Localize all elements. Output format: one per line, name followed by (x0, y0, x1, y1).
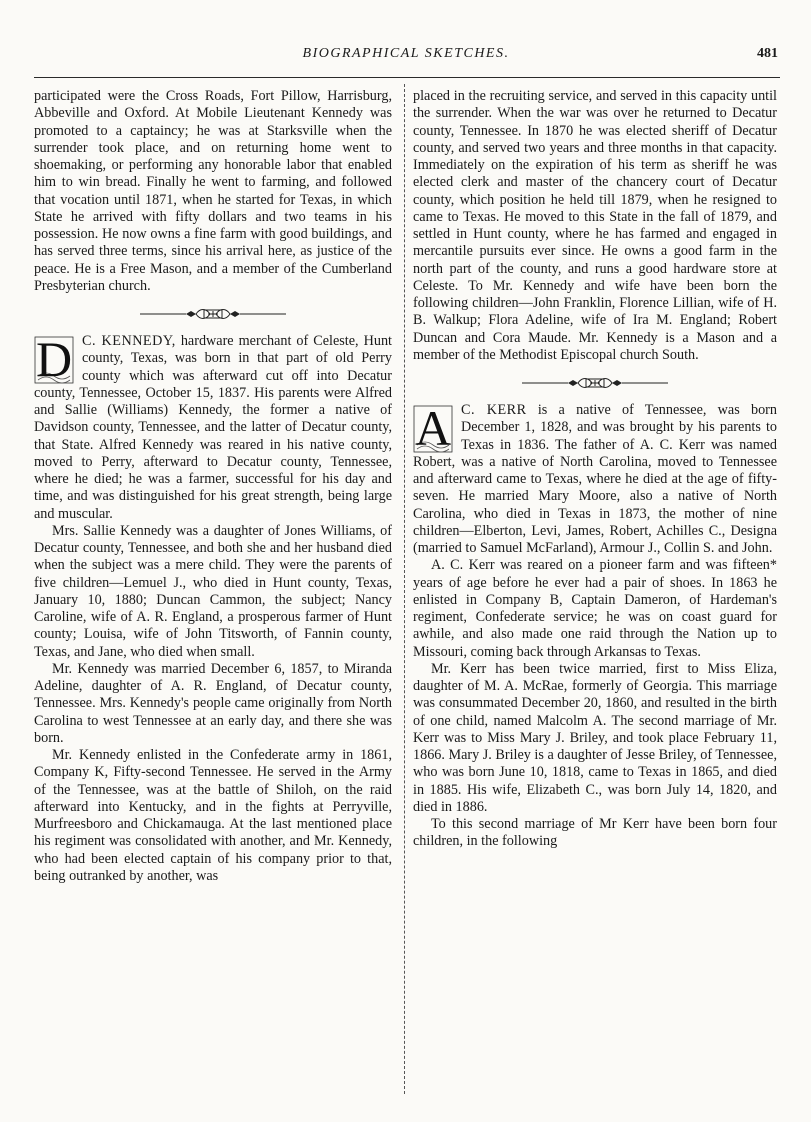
paragraph: Mr. Kennedy was married December 6, 1857, to Miranda Adeline, daughter of A. R. England, of Decatur county, Tennessee. Mrs. Kennedy's people came originally from North Carolina to west Tennessee at an early day, and there she was born. (34, 660, 392, 746)
drop-cap-letter: A (414, 400, 452, 456)
drop-cap (34, 331, 74, 387)
paragraph: To this second marriage of Mr Kerr have been born four children, in the following (413, 816, 777, 850)
biography-entry-kerr (413, 402, 777, 557)
right-column (413, 88, 777, 851)
ornament-icon (520, 376, 670, 390)
page-number: 481 (757, 46, 778, 61)
biography-entry-kennedy (34, 333, 392, 523)
drop-cap (413, 400, 453, 456)
section-ornament (413, 364, 777, 402)
column-divider (404, 84, 405, 1094)
continued-paragraph: placed in the recruiting service, and served in this capacity until the surrender. When the war was over he returned to Decatur county, Tennessee. In 1870 he was elected sheriff of Decatur county, and served two years and three months in that capacity. Immediately on the expiration of his term as sheriff he was elected clerk and master of the chancery court of Decatur county, which position he held till 1879, when he resigned to came to Texas. He moved to this State in the fall of 1879, and settled in Hunt county, where he has farmed and engaged in mercantile pursuits ever since. He owns a good farm in the north part of the county, and runs a good hardware store at Celeste. To Mr. Kennedy and wife have been born the following children—John Franklin, Florence Lillian, wife of H. B. Walkup; Flora Adeline, wife of Ira M. England; Robert Duncan and Cora Maude. Mr. Kennedy is a Mason and a member of the Methodist Episcopal church South. (413, 88, 777, 363)
paragraph: Mr. Kennedy enlisted in the Confederate army in 1861, Company K, Fifty-second Tennessee. He served in the Army of the Tennessee, was at the battle of Shiloh, on the raid afterward into Kentucky, and in the fights at Perryville, Murfreesboro and Chickamauga. At the last mentioned place his regiment was consolidated with another, and Mr. Kennedy, who had been elected captain of his company prior to that, being outranked by another, was (34, 747, 392, 884)
left-column (34, 88, 392, 885)
running-title: BIOGRAPHICAL SKETCHES. (302, 46, 510, 61)
paragraph: A. C. Kerr was reared on a pioneer farm and was fifteen* years of age before he ever had a pair of shoes. In 1863 he enlisted in Company B, Captain Dameron, of Hardeman's regiment, Confederate service; he was on coast guard for awhile, and also made one raid through the Nation up to Missouri, coming back through Arkansas to Texas. (413, 557, 777, 660)
section-ornament (34, 295, 392, 333)
paragraph: Mrs. Sallie Kennedy was a daughter of Jones Williams, of Decatur county, Tennessee, and both she and her husband died when the subject was a mere child. They were the parents of five children—Lemuel J., who died in Hunt county, Texas, January 10, 1880; Duncan Cammon, the subject; Nancy Caroline, wife of A. R. England, a prosperous farmer of Hunt county; Louisa, wife of John Titsworth, of Fannin county, Texas, and Jane, who died when small. (34, 522, 392, 660)
header-rule (34, 77, 780, 78)
ornament-icon (138, 307, 288, 321)
page-header (34, 46, 778, 68)
paragraph: Mr. Kerr has been twice married, first to Miss Eliza, daughter of M. A. McRae, formerly of Georgia. This marriage was consummated December 20, 1860, and resulted in the birth of one child, named Malcolm A. The second marriage of Mr. Kerr was to Miss Mary J. Briley, and took place February 11, 1866. Mary J. Briley is a daughter of Jesse Briley, of Tennessee, who was born June 10, 1818, came to Texas in 1865, and died in 1885. His wife, Elizabeth C., was born July 14, 1820, and died in 1886. (413, 660, 777, 815)
continued-paragraph: participated were the Cross Roads, Fort Pillow, Harrisburg, Abbeville and Oxford. At Mobile Lieutenant Kennedy was promoted to a captaincy; he was at Starksville when the surrender took place, and on returning home went to shoemaking, or performing any honorable labor that enabled him to win bread. Finally he went to farming, and followed that vocation until 1871, when he started for Texas, in which State he arrived with fifty dollars and two teams in his possession. He now owns a fine farm with good buildings, and has served three terms, since his arrival here, as justice of the peace. He is a Free Mason, and a member of the Cumberland Presbyterian church. (34, 88, 392, 294)
entry-name: C. KERR (461, 402, 527, 418)
entry-first-paragraph: is a native of Tennessee, was born December 1, 1828, and was brought by his parents to Texas in 1836. The father of A. C. Kerr was named Robert, was a native of North Carolina, moved to Tennessee and afterward came to Texas, where he died at the age of fifty-seven. He married Mary Moore, also a native of North Carolina, who died in Texas in 1873, the mother of nine children—Elberton, Levi, James, Robert, Achilles C., Designa (married to Samuel McFarland), Armour J., Collin S. and John. (413, 402, 777, 556)
drop-cap-letter: D (35, 331, 73, 387)
entry-name: C. KENNEDY, (82, 333, 176, 349)
entry-first-paragraph: hardware merchant of Celeste, Hunt county, Texas, was born in that part of old Perry county which was afterward cut off into Decatur county, Tennessee, October 15, 1837. His parents were Alfred and Sallie (Williams) Kennedy, the former a native of Davidson county, Tennessee, and the latter of Decatur county, that State. Alfred Kennedy was reared in his native county, moved to Perry, afterward to Decatur county, Tennessee, where he died; he was a farmer, successful for his day and time, and was distinguished for his great strength, being large and muscular. (34, 333, 392, 522)
